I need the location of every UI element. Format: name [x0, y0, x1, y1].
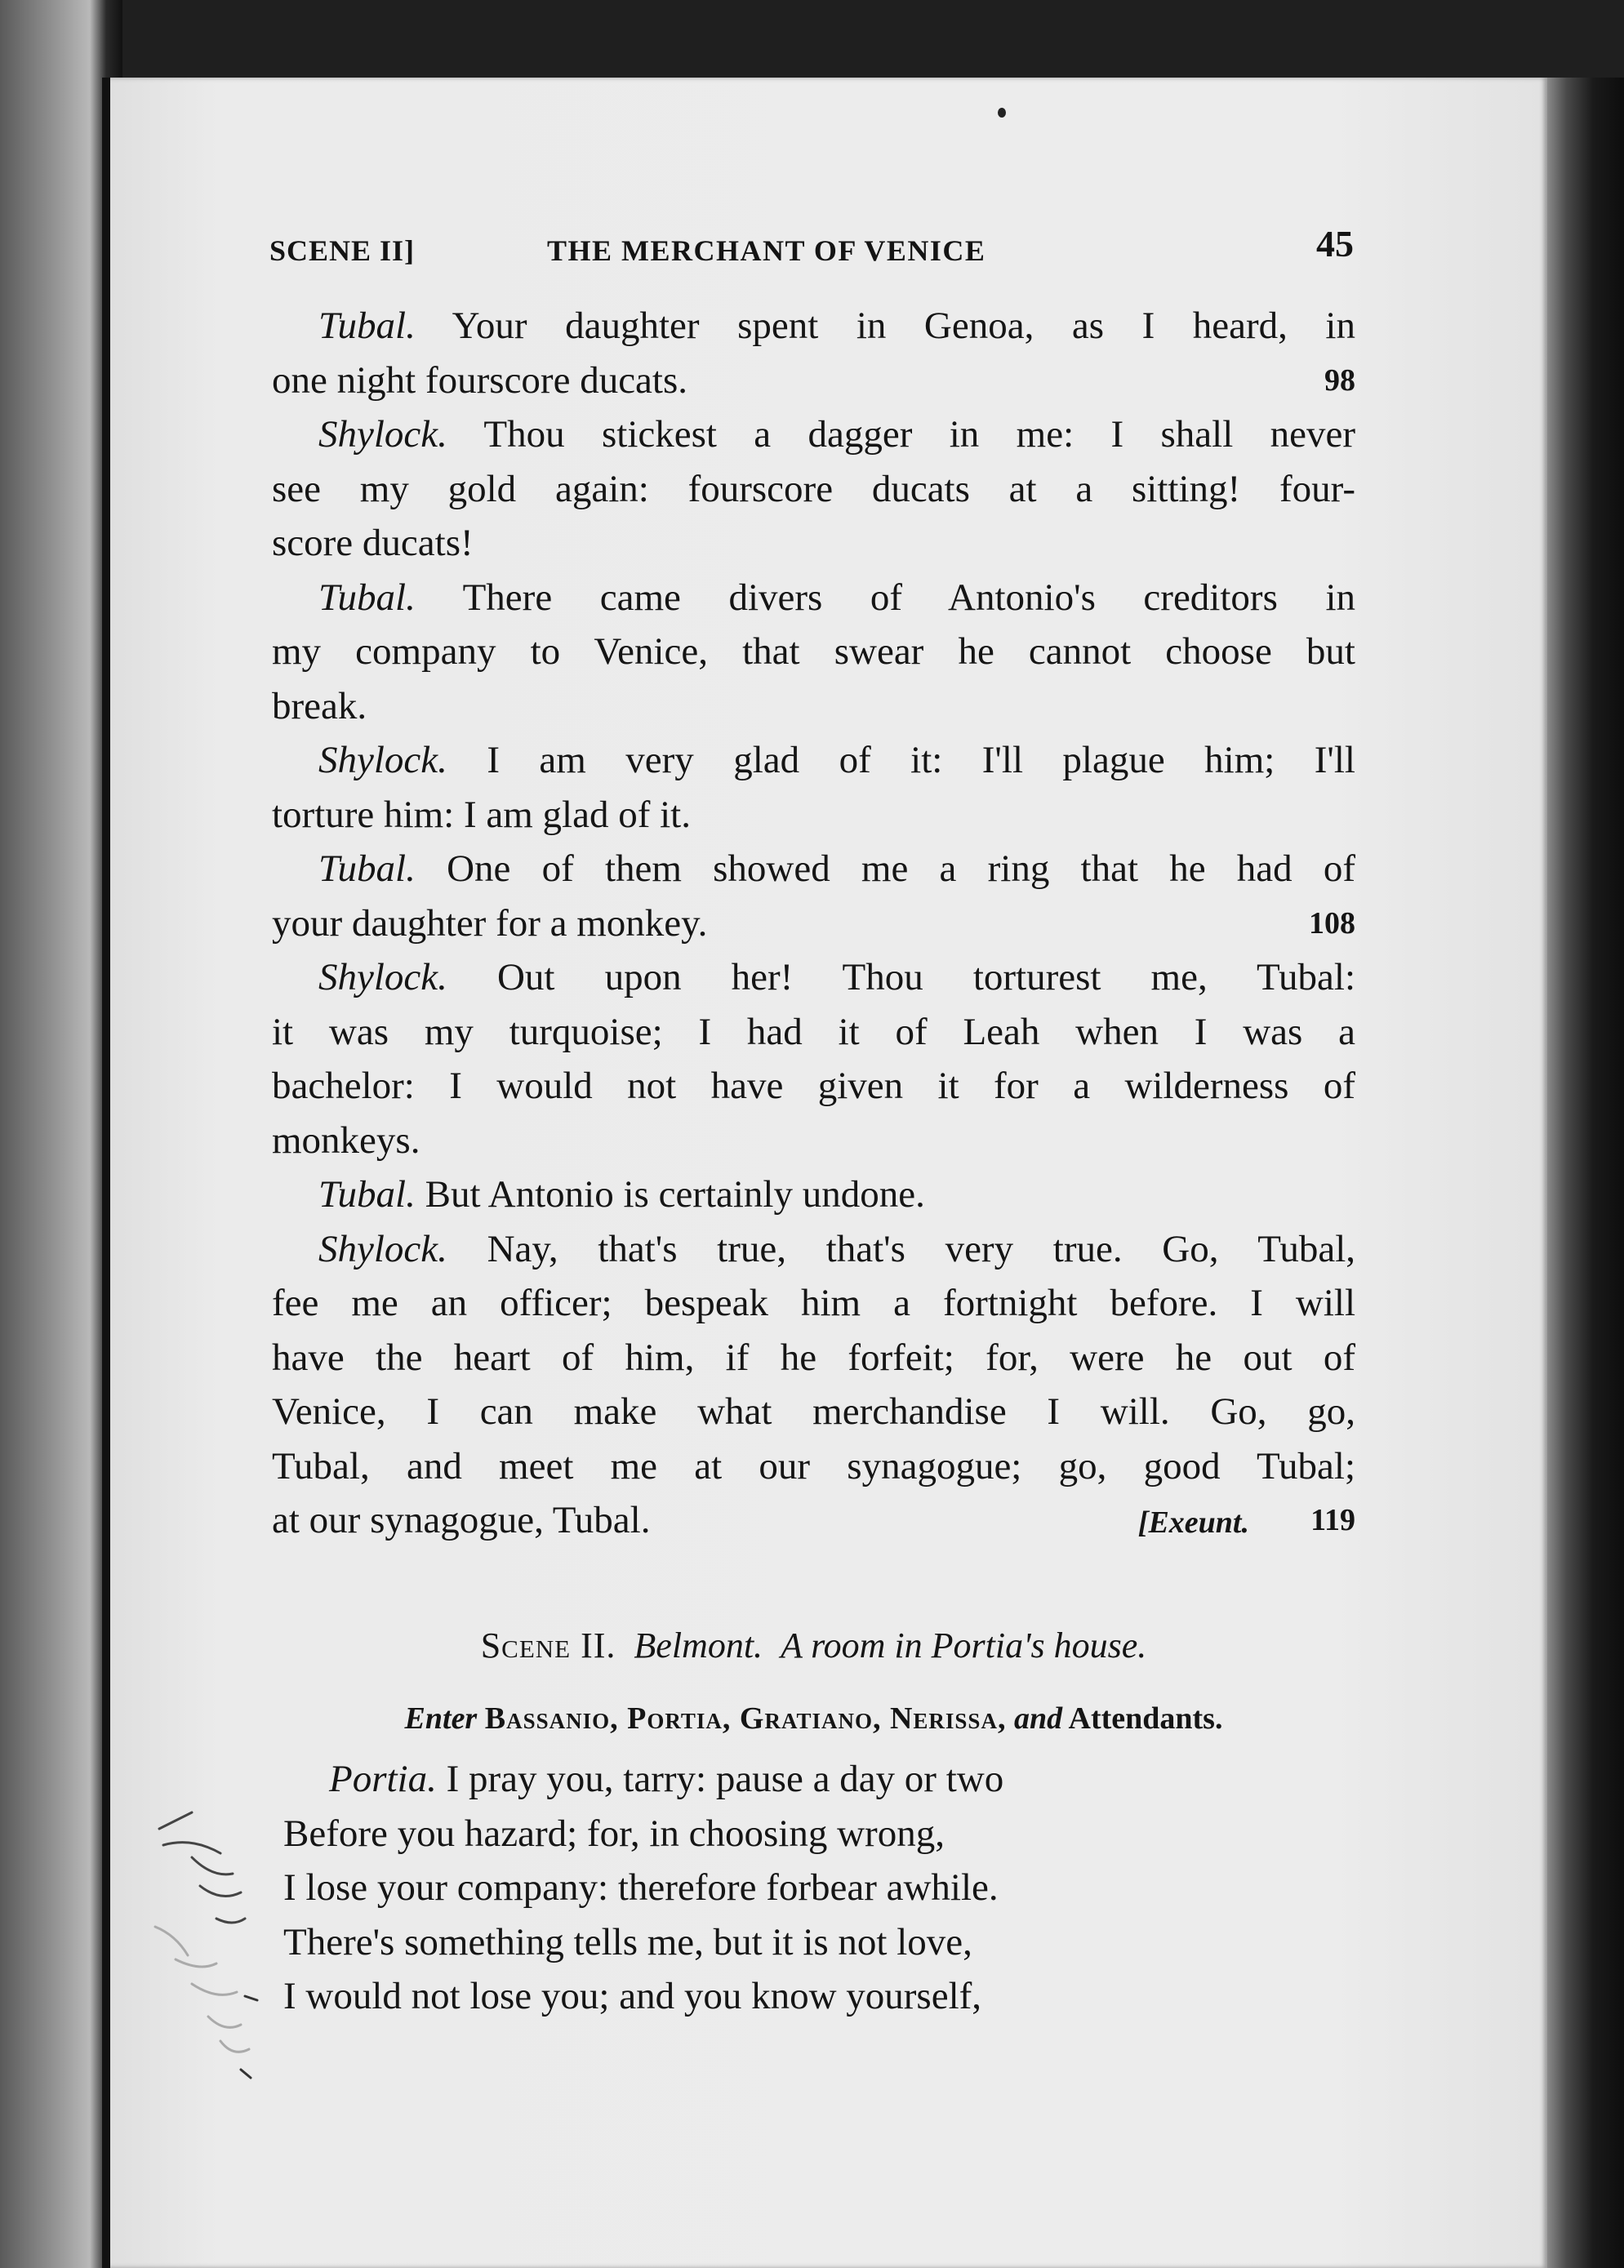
line-text: my company to Venice, that swear he cannot choose but [272, 630, 1355, 673]
scene-heading [272, 1625, 1355, 1666]
line-text: bachelor: I would not have given it for a wilderness of [272, 1065, 1355, 1107]
line-text: torture him: I am glad of it. [272, 793, 691, 836]
verse-line [272, 1807, 1355, 1861]
speaker-name: Shylock. [318, 739, 447, 781]
speaker-name: Shylock. [318, 1227, 447, 1270]
verse-dialogue [272, 1752, 1355, 2024]
speaker-name: Shylock. [318, 956, 447, 998]
text-line [272, 407, 1355, 462]
scene-room: A room in Portia's house. [781, 1625, 1147, 1665]
text-line [272, 1385, 1355, 1439]
text-line [272, 788, 1355, 843]
text-line [272, 1493, 1355, 1548]
verse-line [272, 1915, 1355, 1970]
speaker-name: Tubal. [318, 847, 416, 890]
line-text: I pray you, tarry: pause a day or two [446, 1758, 1004, 1800]
line-text: Before you hazard; for, in choosing wrong, [283, 1812, 945, 1855]
speaker-name: Tubal. [318, 1173, 416, 1216]
scene-place: Belmont. [634, 1625, 763, 1665]
enter-word: Enter [404, 1701, 478, 1736]
entrance-direction [272, 1701, 1355, 1737]
line-text: one night fourscore ducats. [272, 358, 688, 402]
line-text: monkeys. [272, 1118, 420, 1162]
verse-line [272, 1861, 1355, 1915]
text-line [272, 299, 1355, 354]
speaker-name: Shylock. [318, 413, 447, 456]
text-line [272, 733, 1355, 788]
text-line [272, 625, 1355, 679]
line-number: 108 [1309, 905, 1355, 941]
line-text: it was my turquoise; I had it of Leah when I was a [272, 1010, 1355, 1053]
text-line [272, 1331, 1355, 1385]
page-number: 45 [1316, 223, 1354, 265]
line-text: Out upon her! Thou torturest me, Tubal: [496, 956, 1355, 998]
line-text: There came divers of Antonio's creditors in [462, 576, 1355, 619]
prose-dialogue [272, 299, 1355, 1548]
text-line [272, 1114, 1355, 1168]
exeunt-text: [Exeunt. [1137, 1505, 1249, 1540]
and-word: and [1013, 1701, 1063, 1736]
line-text: Tubal, and meet me at our synagogue; go, good Tubal; [272, 1444, 1355, 1488]
line-number: 98 [1324, 362, 1355, 398]
character-names: Bassanio, Portia, Gratiano, Nerissa, [484, 1701, 1007, 1736]
speaker-name: Tubal. [318, 576, 416, 619]
line-text: I am very glad of it: I'll plague him; I'll [487, 739, 1355, 781]
header-scene: SCENE II] [269, 234, 416, 267]
line-text: One of them showed me a ring that he had of [447, 847, 1356, 890]
verse-line [272, 1969, 1355, 2024]
line-text: score ducats! [272, 522, 474, 564]
text-line [272, 842, 1355, 896]
line-text: your daughter for a monkey. [272, 901, 708, 945]
text-line [272, 679, 1355, 734]
text-line [272, 1005, 1355, 1060]
running-header [269, 222, 1354, 273]
line-text: I lose your company: therefore forbear awhile. [283, 1866, 999, 1909]
speaker-name: Portia. [329, 1758, 437, 1800]
line-text: Your daughter spent in Genoa, as I heard, in [452, 305, 1355, 347]
line-text: break. [272, 684, 367, 727]
line-text: But Antonio is certainly undone. [425, 1173, 925, 1216]
line-text: There's something tells me, but it is not love, [283, 1920, 972, 1963]
text-line [272, 462, 1355, 517]
text-line [272, 896, 1355, 951]
text-line [272, 1167, 1355, 1222]
line-text: at our synagogue, Tubal. [272, 1499, 651, 1541]
speaker-name: Tubal. [318, 305, 416, 347]
text-line [272, 1059, 1355, 1114]
line-number: 119 [1310, 1503, 1355, 1537]
scene-label: Scene II. [480, 1625, 616, 1665]
scan-right-edge [1547, 78, 1624, 2268]
line-text: fee me an officer; bespeak him a fortnight before. I will [272, 1282, 1355, 1324]
text-line [272, 1439, 1355, 1494]
text-line [272, 950, 1355, 1005]
header-title: THE MERCHANT OF VENICE [547, 234, 986, 267]
pencil-marginalia [143, 1796, 265, 2098]
attendants: Attendants. [1068, 1701, 1223, 1736]
line-text: see my gold again: fourscore ducats at a sitting! four- [272, 467, 1355, 510]
stage-direction [1138, 1493, 1249, 1550]
text-line [272, 1222, 1355, 1277]
verse-line [272, 1752, 1355, 1807]
line-text: Nay, that's true, that's very true. Go, Tubal, [487, 1227, 1356, 1270]
line-text: have the heart of him, if he forfeit; for, were he out of [272, 1336, 1355, 1379]
line-text: Venice, I can make what merchandise I will. Go, go, [272, 1390, 1355, 1433]
line-text: Thou stickest a dagger in me: I shall never [483, 413, 1356, 456]
text-line [272, 516, 1355, 571]
text-line [272, 354, 1355, 408]
text-line [272, 1276, 1355, 1331]
ink-speck [998, 108, 1006, 118]
line-text: I would not lose you; and you know yourself, [283, 1975, 982, 2017]
text-line [272, 571, 1355, 625]
